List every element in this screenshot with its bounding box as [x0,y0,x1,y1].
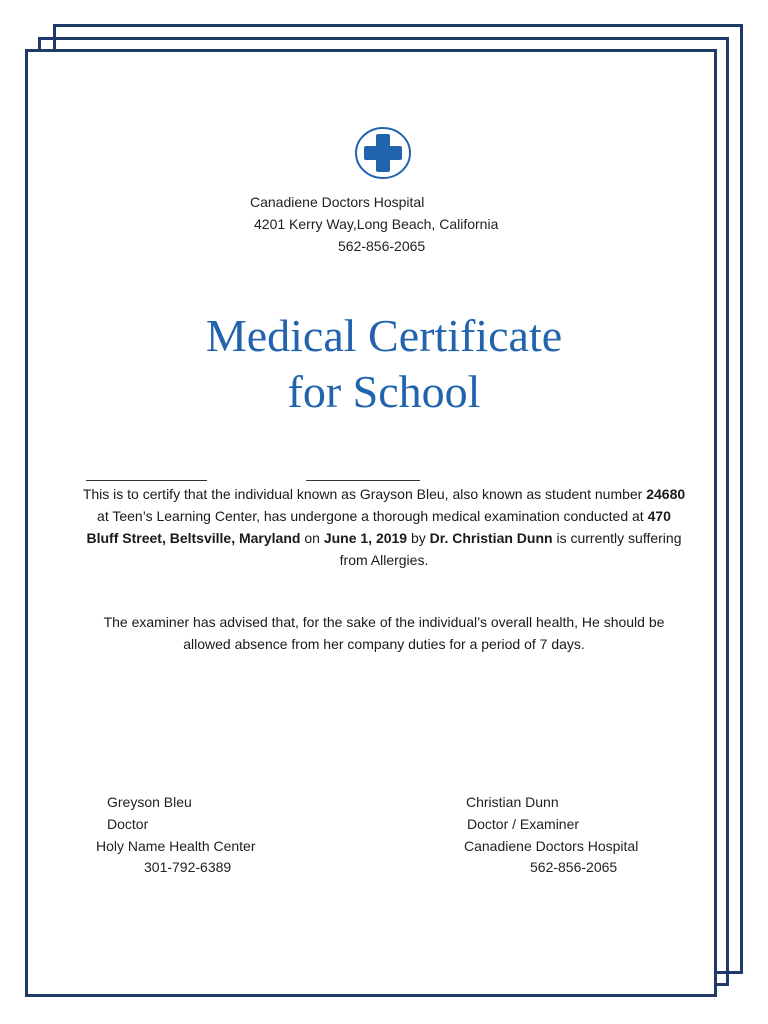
medical-cross-icon [354,126,412,180]
blank-line-right [306,480,420,481]
hospital-phone: 562-856-2065 [338,238,426,254]
exam-location: 470 Bluff Street, Beltsville, Maryland [86,508,671,546]
paragraph-text: This is to certify that the individual known as Grayson Bleu, also known as student number [82,486,647,502]
right-signer-name: Christian Dunn [466,794,559,810]
hospital-address: 4201 Kerry Way,Long Beach, California [254,216,499,232]
right-signer-role: Doctor / Examiner [467,816,580,832]
left-signer-role: Doctor [107,816,149,832]
certificate-title-line-2: for School [287,366,481,417]
left-signer-name: Greyson Bleu [107,794,192,810]
certification-paragraph [80,483,688,571]
left-signer-organization: Holy Name Health Center [96,838,256,854]
exam-date: June 1, 2019 [323,530,408,546]
paragraph-text: is currently suffering from Allergies. [339,530,682,568]
student-number: 24680 [646,486,686,502]
hospital-name: Canadiene Doctors Hospital [250,194,425,210]
certificate-title-line-1: Medical Certificate [205,310,563,361]
blank-line-left [86,480,207,481]
right-signer-organization: Canadiene Doctors Hospital [464,838,639,854]
right-signer-phone: 562-856-2065 [530,859,618,875]
advice-paragraph: The examiner has advised that, for the sake of the individual’s overall health, He should be allowed absence from her company duties for a period of 7 days. [103,614,665,652]
paragraph-text: at Teen’s Learning Center, has undergone a thorough medical examination conducted at [97,508,648,524]
left-signer-phone: 301-792-6389 [144,859,232,875]
examining-doctor: Dr. Christian Dunn [429,530,553,546]
paragraph-text: on [300,530,324,546]
paragraph-text: by [407,530,430,546]
